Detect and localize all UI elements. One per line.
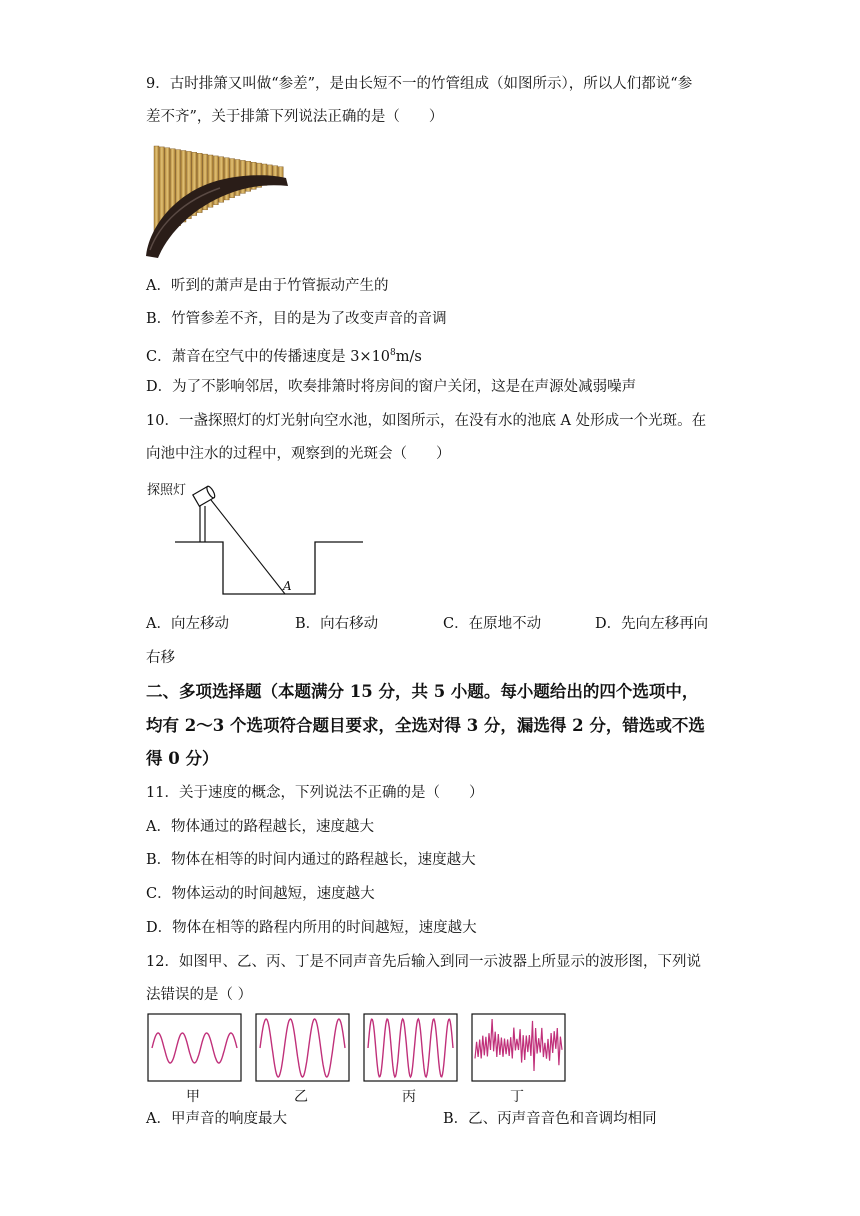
q9-option-c-text: C．萧音在空气中的传播速度是 3×10 (146, 348, 391, 365)
q9-stem-line2: 差不齐”，关于排箫下列说法正确的是（ ） (146, 109, 444, 125)
wave-box-jia (148, 1014, 241, 1081)
q9-option-d: D．为了不影响邻居，吹奏排箫时将房间的窗户关闭，这是在声源处减弱噪声 (146, 379, 637, 395)
q9-stem-line1: 9．古时排箫又叫做“参差”，是由长短不一的竹管组成（如图所示），所以人们都说“参 (146, 76, 693, 92)
wave-label-yi: 乙 (294, 1089, 308, 1105)
q10-option-c: C．在原地不动 (443, 616, 542, 632)
q12-stem-line1: 12．如图甲、乙、丙、丁是不同声音先后输入到同一示波器上所显示的波形图，下列说 (146, 954, 701, 970)
q9-option-c-sup: 8 (390, 348, 396, 358)
q12-stem-line2: 法错误的是（ ） (146, 987, 253, 1003)
point-a-label: A (283, 579, 292, 593)
q11-option-d: D．物体在相等的路程内所用的时间越短，速度越大 (146, 920, 477, 936)
section2-heading-line3: 得 0 分） (146, 749, 219, 768)
pan-flute-image (140, 138, 295, 263)
q11-stem: 11．关于速度的概念，下列说法不正确的是（ ） (146, 785, 484, 801)
q10-option-d-wrap: 右移 (146, 650, 175, 666)
q9-option-c-unit: m/s (395, 348, 422, 365)
wave-label-jia: 甲 (186, 1089, 200, 1105)
wave-label-bing: 丙 (402, 1089, 416, 1105)
section2-heading-line2: 均有 2～3 个选项符合题目要求，全选对得 3 分，漏选得 2 分，错选或不选 (146, 716, 705, 735)
q12-option-b: B．乙、丙声音音色和音调均相同 (443, 1111, 657, 1127)
q10-option-b: B．向右移动 (295, 616, 379, 632)
q10-option-d: D．先向左移再向 (595, 616, 709, 632)
spotlight-pool-diagram (145, 478, 370, 600)
section2-heading-line1: 二、多项选择题（本题满分 15 分，共 5 小题。每小题给出的四个选项中， (146, 682, 699, 701)
q10-stem-line1: 10．一盏探照灯的灯光射向空水池，如图所示，在没有水的池底 A 处形成一个光斑。在 (146, 413, 707, 429)
wave-label-ding: 丁 (510, 1089, 524, 1105)
wave-box-yi (256, 1014, 349, 1081)
q9-option-c (146, 343, 422, 367)
oscilloscope-waveforms (145, 1012, 570, 1084)
lamp-label: 探照灯 (147, 483, 187, 498)
q11-option-a: A．物体通过的路程越长，速度越大 (146, 819, 374, 835)
q10-stem-line2: 向池中注水的过程中，观察到的光斑会（ ） (146, 446, 451, 462)
q9-option-b: B．竹管参差不齐，目的是为了改变声音的音调 (146, 311, 447, 327)
q11-option-b: B．物体在相等的时间内通过的路程越长，速度越大 (146, 852, 476, 868)
q9-option-a: A．听到的萧声是由于竹管振动产生的 (146, 278, 389, 294)
q12-option-a: A．甲声音的响度最大 (146, 1111, 287, 1127)
q10-option-a: A．向左移动 (146, 616, 229, 632)
q11-option-c: C．物体运动的时间越短，速度越大 (146, 886, 375, 902)
